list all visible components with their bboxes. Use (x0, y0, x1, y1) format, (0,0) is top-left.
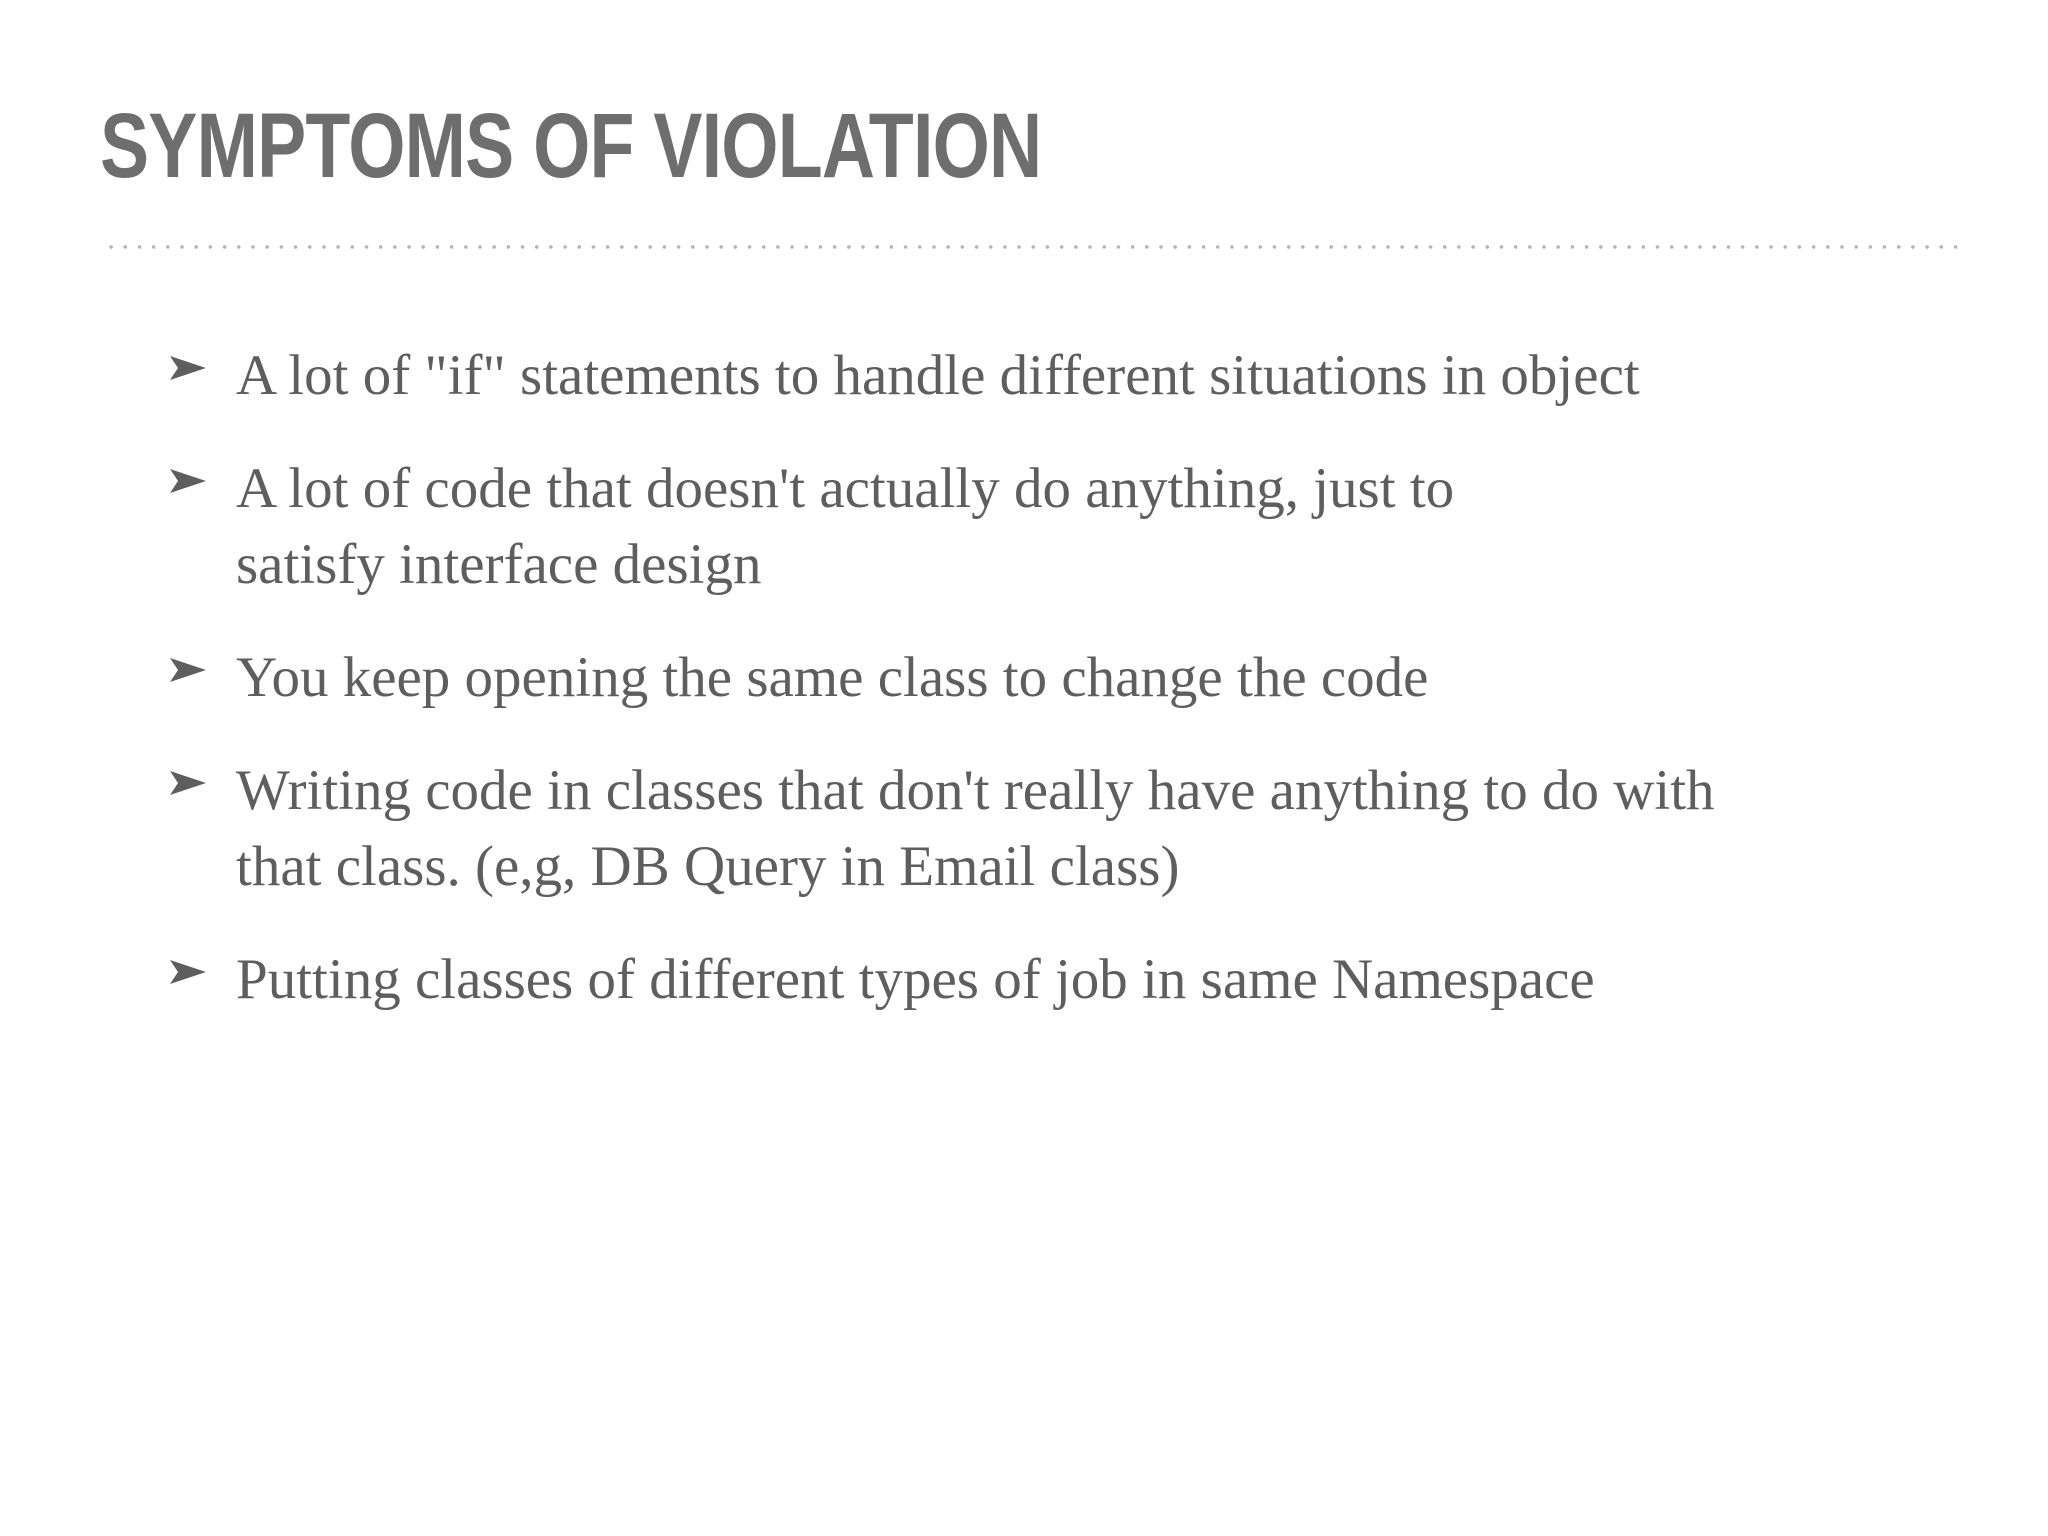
bullet-text: Putting classes of different types of job in same Namespace (236, 948, 1595, 1011)
arrowhead-icon (168, 958, 208, 986)
bullet-text: A lot of "if" statements to handle different situations in object (236, 344, 1640, 407)
bullet-text: A lot of code that doesn't actually do anything, just to satisfy interface design (236, 457, 1455, 596)
arrowhead-icon (168, 354, 208, 382)
bullet-text: You keep opening the same class to change the code (236, 646, 1429, 709)
slide-title: SYMPTOMS OF VIOLATION (100, 95, 1042, 197)
arrowhead-icon (168, 769, 208, 797)
arrowhead-icon (168, 467, 208, 495)
dotted-divider (104, 245, 1964, 249)
arrowhead-icon (168, 656, 208, 684)
bullet-text: Writing code in classes that don't really have anything to do with that class. (e,g, DB Query in Email class) (236, 759, 1715, 898)
